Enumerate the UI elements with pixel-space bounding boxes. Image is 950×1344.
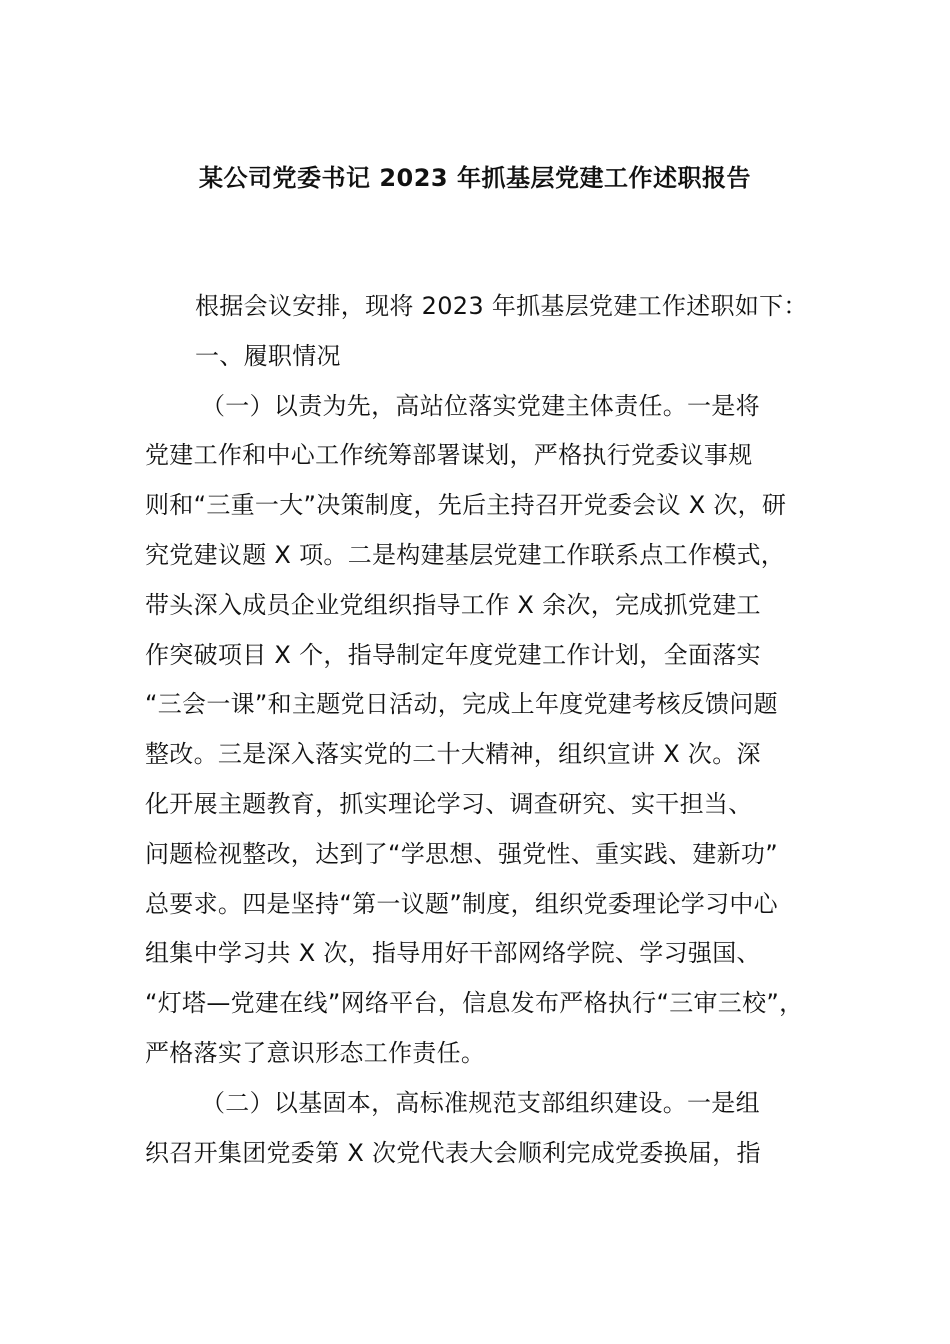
paragraph-line: 带头深入成员企业党组织指导工作 X 余次，完成抓党建工: [145, 590, 761, 619]
paragraph-line: “灯塔—党建在线”网络平台，信息发布严格执行“三审三校”，: [145, 989, 804, 1018]
paragraph-line: 问题检视整改，达到了“学思想、强党性、重实践、建新功”: [145, 839, 778, 868]
paragraph-line: “三会一课”和主题党日活动，完成上年度党建考核反馈问题: [145, 690, 778, 719]
paragraph-line: 究党建议题 X 项。二是构建基层党建工作联系点工作模式，: [145, 540, 786, 569]
paragraph-line: 党建工作和中心工作统筹部署谋划，严格执行党委议事规: [145, 441, 753, 470]
paragraph-line: 整改。三是深入落实党的二十大精神，组织宣讲 X 次。深: [145, 740, 761, 769]
intro-line: 根据会议安排，现将 2023 年抓基层党建工作述职如下：: [195, 292, 808, 320]
paragraph-line: 则和“三重一大”决策制度，先后主持召开党委会议 X 次，研: [145, 491, 787, 520]
paragraph-line: （二）以基固本，高标准规范支部组织建设。一是组: [201, 1088, 760, 1117]
document-title: 某公司党委书记 2023 年抓基层党建工作述职报告: [198, 164, 751, 192]
section-heading: 一、履职情况: [195, 341, 341, 370]
paragraph-line: 作突破项目 X 个，指导制定年度党建工作计划，全面落实: [145, 640, 761, 669]
paragraph-line: （一）以责为先，高站位落实党建主体责任。一是将: [201, 391, 760, 420]
paragraph-line: 织召开集团党委第 X 次党代表大会顺利完成党委换届，指: [145, 1138, 761, 1167]
paragraph-line: 化开展主题教育，抓实理论学习、调查研究、实干担当、: [145, 789, 753, 818]
paragraph-line: 总要求。四是坚持“第一议题”制度，组织党委理论学习中心: [145, 889, 778, 918]
paragraph-line: 组集中学习共 X 次，指导用好干部网络学院、学习强国、: [145, 939, 761, 968]
paragraph-line: 严格落实了意识形态工作责任。: [145, 1038, 486, 1067]
document-body: [145, 282, 835, 1178]
